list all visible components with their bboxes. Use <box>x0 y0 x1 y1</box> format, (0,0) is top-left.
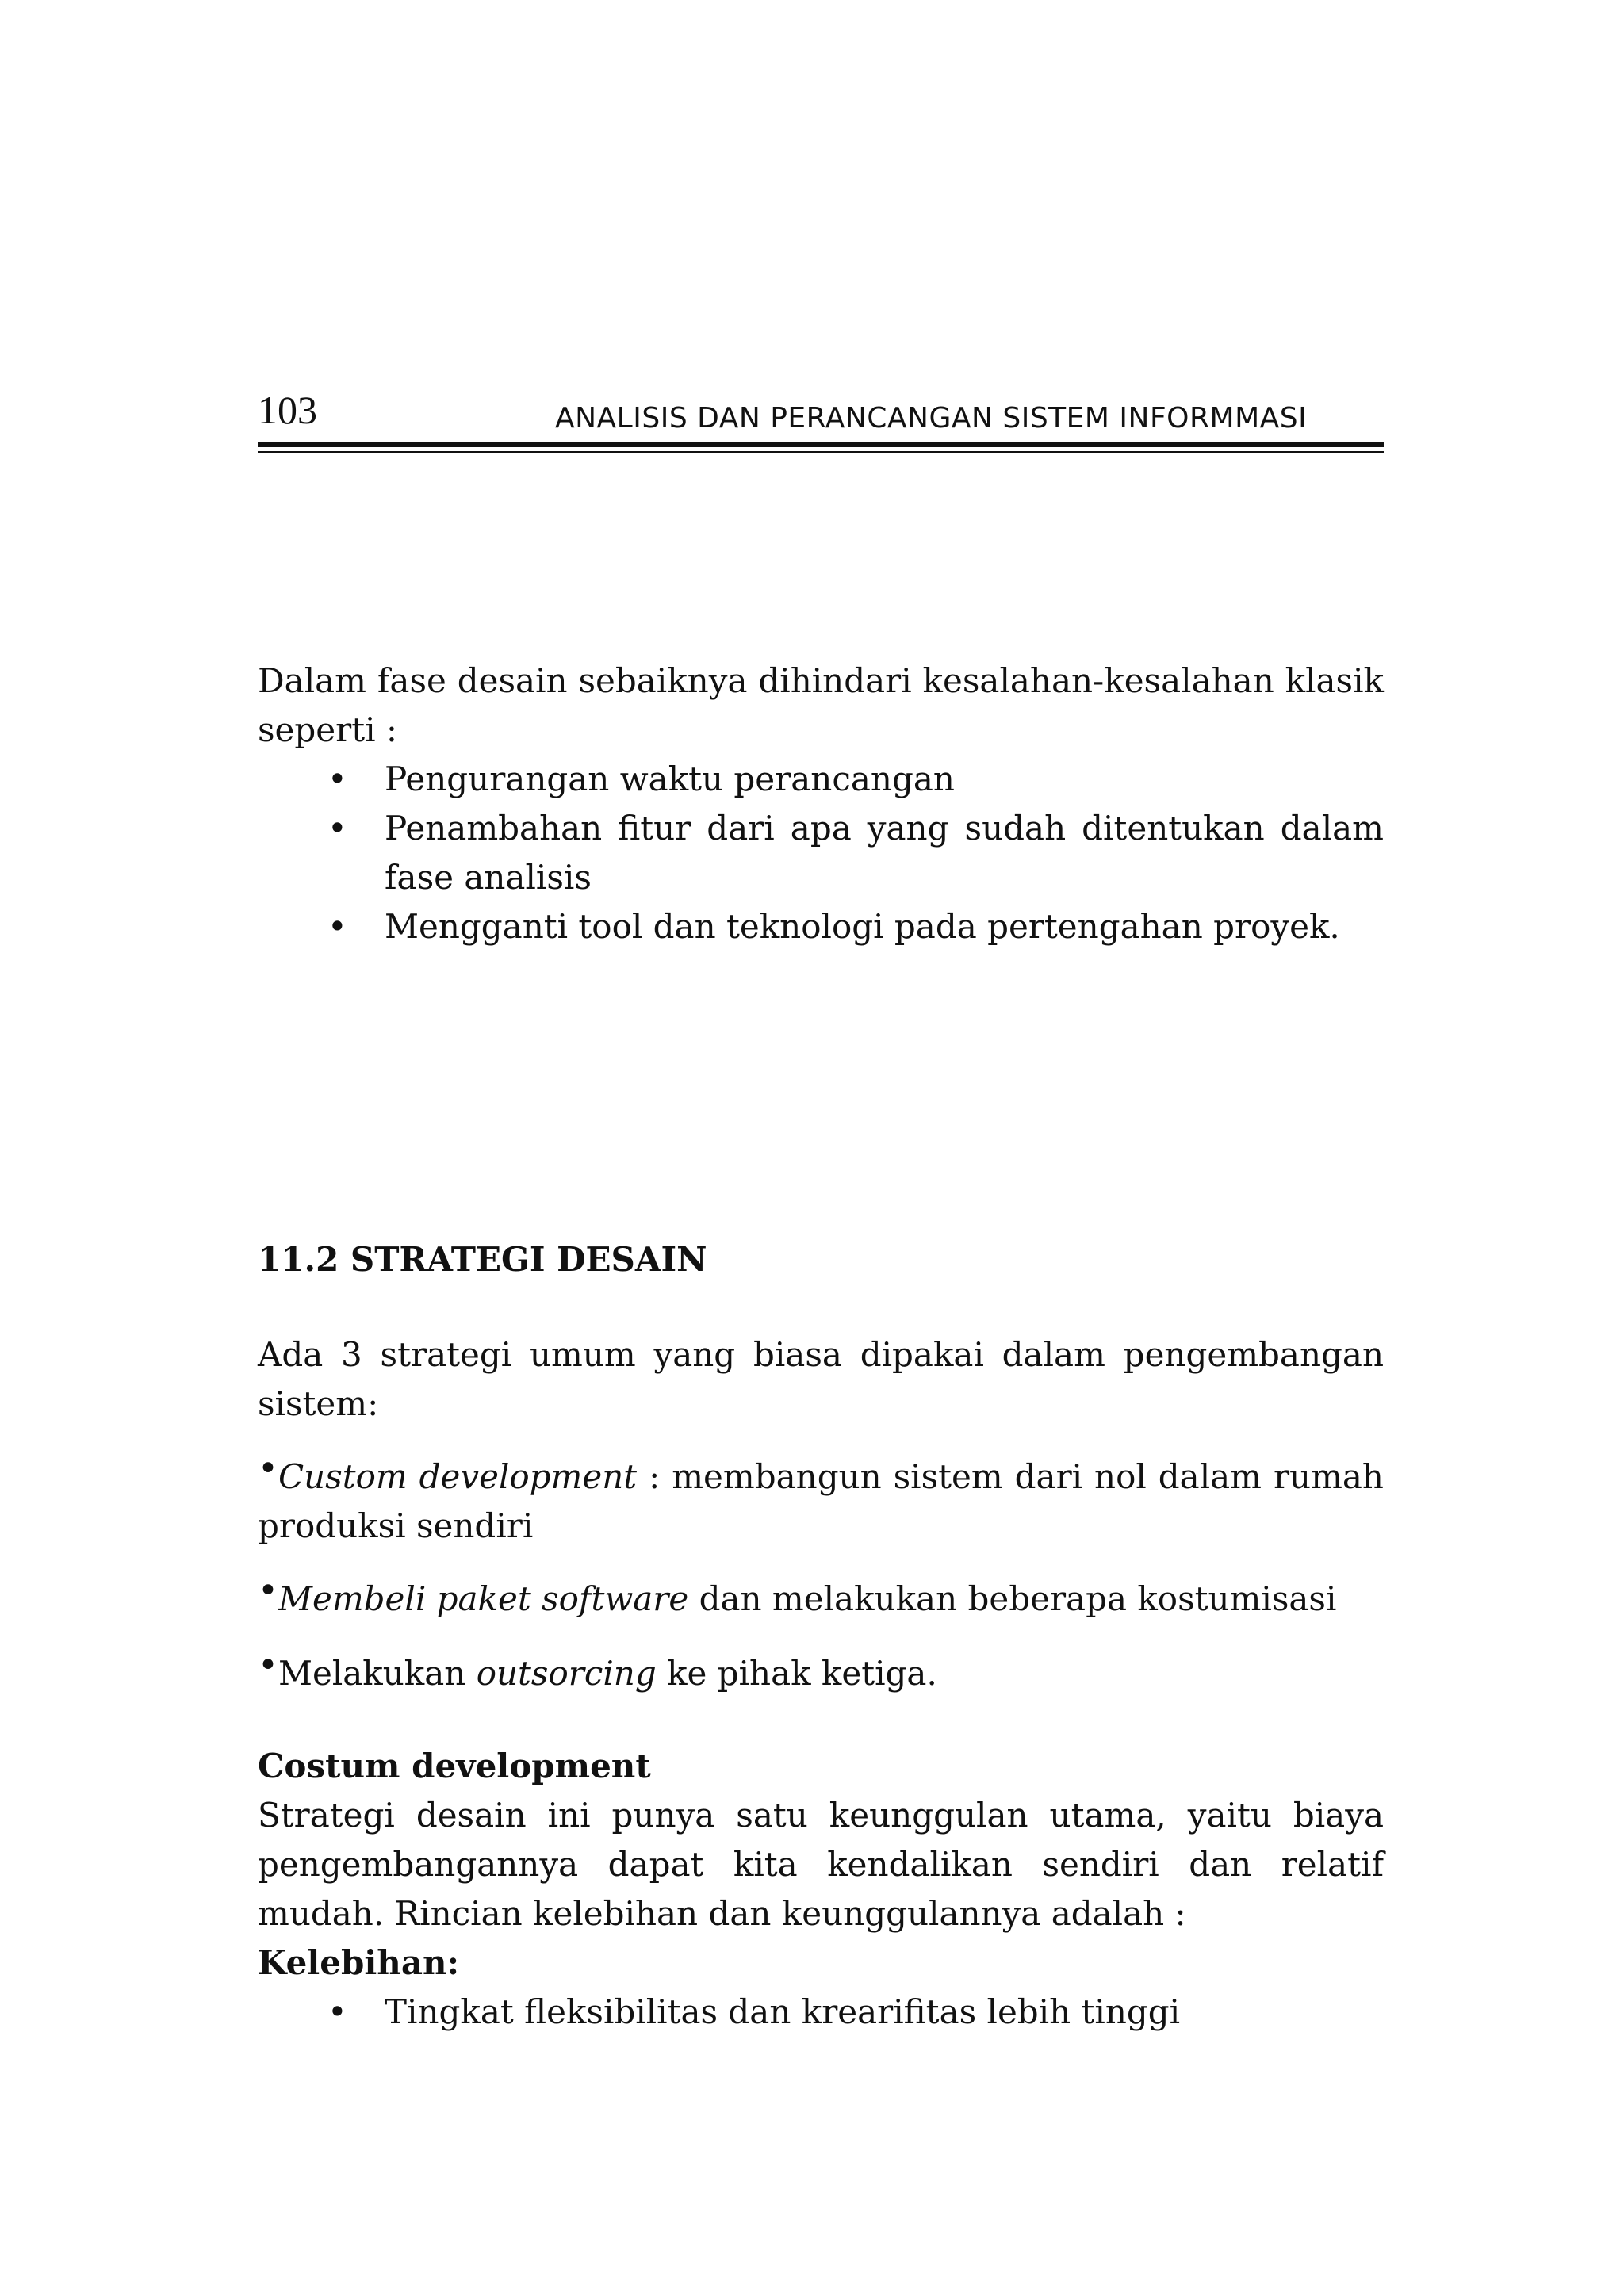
header-rule-thin <box>258 451 1384 453</box>
bullet-icon: • <box>327 1992 347 2031</box>
strategy-term: Membeli paket software <box>278 1579 689 1618</box>
bullet-icon: • <box>258 1571 278 1611</box>
running-header: ANALISIS DAN PERANCANGAN SISTEM INFORMMASI <box>555 402 1308 434</box>
bullet-icon: • <box>258 1448 278 1489</box>
bullet-icon: • <box>327 760 347 798</box>
list-item-text: Penambahan fitur dari apa yang sudah ditentukan dalam fase analisis <box>385 809 1384 897</box>
kelebihan-heading: Kelebihan: <box>258 1943 460 1982</box>
list-item-text: Mengganti tool dan teknologi pada pertengahan proyek. <box>385 907 1340 946</box>
strategy-item-custom <box>258 1448 1384 1551</box>
list-item <box>258 804 1384 902</box>
kelebihan-bullet-list <box>258 1988 1384 2037</box>
strategy-prefix: Melakukan <box>278 1654 477 1693</box>
strategy-item-paket <box>258 1571 1384 1624</box>
bullet-icon: • <box>327 809 347 848</box>
list-item-text: Tingkat fleksibilitas dan krearifitas lebih tinggi <box>385 1992 1181 2031</box>
list-item-text: Pengurangan waktu perancangan <box>385 760 955 798</box>
strategy-term: outsorcing <box>476 1654 657 1693</box>
strategy-description: : membangun sistem dari nol dalam rumah produksi sendiri <box>258 1457 1384 1545</box>
header-rule <box>258 442 1384 447</box>
subsection-heading: Costum development <box>258 1747 651 1785</box>
strategy-term: Custom development <box>278 1457 638 1496</box>
list-item <box>258 1988 1384 2037</box>
intro-bullet-list <box>258 755 1384 951</box>
list-item <box>258 755 1384 804</box>
section-heading: 11.2 STRATEGI DESAIN <box>258 1240 707 1279</box>
strategy-description: dan melakukan beberapa kostumisasi <box>688 1579 1337 1618</box>
costum-paragraph: Strategi desain ini punya satu keunggulan utama, yaitu biaya pengembangannya dapat kita kendalikan sendiri dan relatif mudah. Rincian kelebihan dan keunggulannya adalah : <box>258 1796 1384 1933</box>
section-lead-paragraph: Ada 3 strategi umum yang biasa dipakai dalam pengembangan sistem: <box>258 1335 1384 1423</box>
intro-paragraph: Dalam fase desain sebaiknya dihindari kesalahan-kesalahan klasik seperti : <box>258 661 1384 749</box>
strategy-description: ke pihak ketiga. <box>656 1654 937 1693</box>
bullet-icon: • <box>327 907 347 946</box>
page-number: 103 <box>258 388 317 432</box>
strategy-item-outsourcing <box>258 1645 1384 1698</box>
list-item <box>258 902 1384 951</box>
bullet-icon: • <box>258 1645 278 1686</box>
